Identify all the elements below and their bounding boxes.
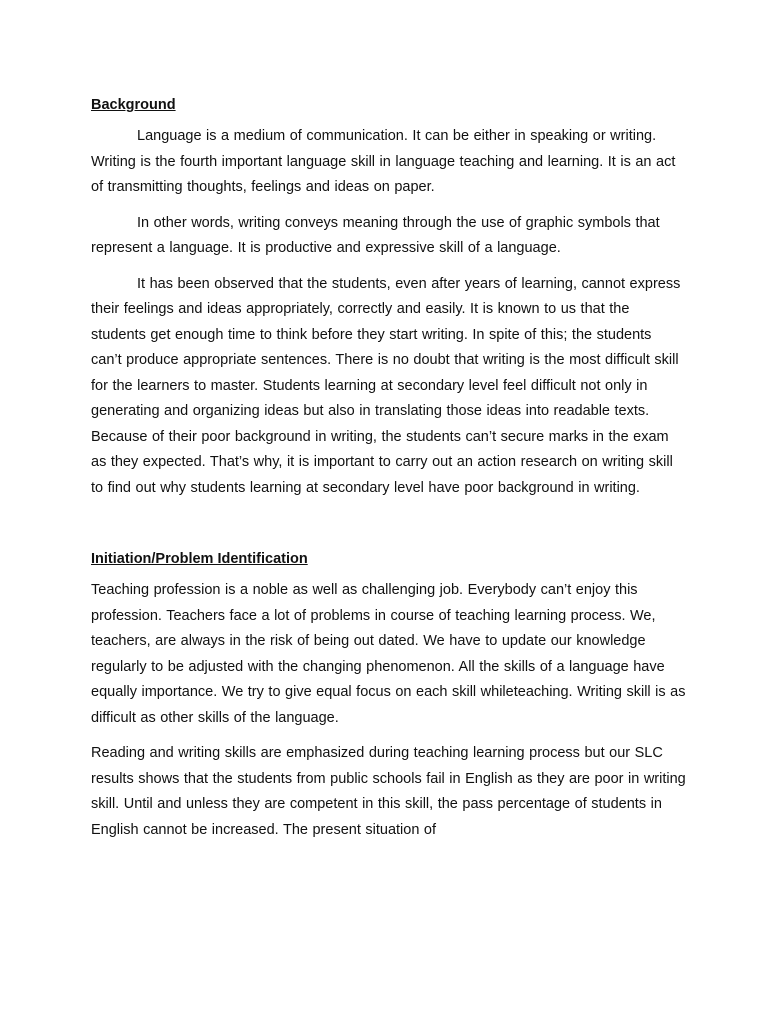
section-heading-initiation: Initiation/Problem Identification xyxy=(91,551,308,567)
document-page xyxy=(91,95,686,843)
paragraph-teaching-profession: Teaching profession is a noble as well as challenging job. Everybody can’t enjoy this profession. Teachers face a lot of problems in course of teaching learning process. We, teachers, are always in the risk of being out dated. We have to update our knowledge regularly to be adjusted with the changing phenomenon. All the skills of a language have equally importance. We try to give equal focus on each skill whileteaching. Writing skill is as difficult as other skills of the language. xyxy=(91,582,686,726)
paragraph-writing-conveys: In other words, writing conveys meaning through the use of graphic symbols that represent a language. It is productive and expressive skill of a language. xyxy=(91,214,660,256)
paragraph-observation: It has been observed that the students, even after years of learning, cannot express their feelings and ideas appropriately, correctly and easily. It is known to us that the students get enough time to think before they start writing. In spite of this; the students can’t produce appropriate sentences. There is no doubt that writing is the most difficult skill for the learners to master. Students learning at secondary level feel difficult not only in generating and organizing ideas but also in translating those ideas into readable texts. Because of their poor background in writing, the students can’t secure marks in the exam as they expected. That’s why, it is important to carry out an action research on writing skill to find out why students learning at secondary level have poor background in writing. xyxy=(91,275,681,496)
paragraph-language-medium: Language is a medium of communication. It can be either in speaking or writing. Writing is the fourth important language skill in language teaching and learning. It is an act of transmitting thoughts, feelings and ideas on paper. xyxy=(91,128,676,195)
paragraph-reading-writing: Reading and writing skills are emphasized during teaching learning process but our SLC results shows that the students from public schools fail in English as they are poor in writing skill. Until and unless they are competent in this skill, the pass percentage of students in English cannot be increased. The present situation of xyxy=(91,745,686,838)
section-heading-background: Background xyxy=(91,97,176,113)
